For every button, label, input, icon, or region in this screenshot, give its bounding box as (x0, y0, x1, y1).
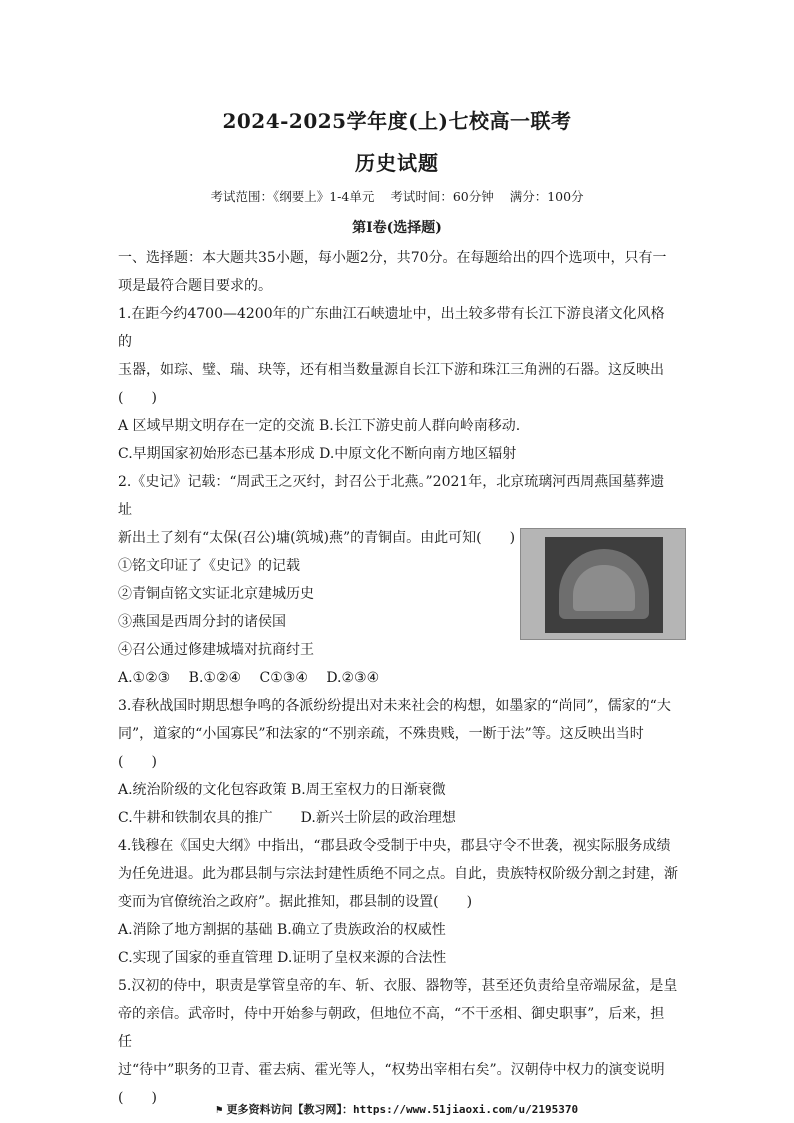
question-option: A.消除了地方割据的基础 B.确立了贵族政治的权威性 (118, 922, 446, 938)
bronze-vessel-photo (520, 528, 686, 640)
question-item: ③燕国是西周分封的诸侯国 (118, 614, 286, 630)
exam-score: 满分：100分 (509, 189, 584, 204)
section-title: 第Ⅰ卷(选择题) (352, 220, 442, 236)
question-option: C.实现了国家的垂直管理 D.证明了皇权来源的合法性 (118, 950, 447, 966)
exam-time: 考试时间：60分钟 (390, 189, 494, 204)
question-option: C.早期国家初始形态已基本形成 D.中原文化不断向南方地区辐射 (118, 446, 517, 462)
flag-icon: ⚑ (215, 1103, 223, 1116)
question-item: ①铭文印证了《史记》的记载 (118, 558, 300, 574)
question-text: 帝的亲信。武帝时，侍中开始参与朝政，但地位不高，“不干丞相、御史职事”，后来，担任 (118, 1006, 665, 1050)
question-option: C.牛耕和铁制农具的推广 D.新兴士阶层的政治理想 (118, 810, 456, 826)
question-option: A.①②③ B.①②④ C①③④ D.②③④ (118, 670, 380, 686)
question-text: 2.《史记》记载：“周武王之灭纣，封召公于北燕。”2021年，北京琉璃河西周燕国墓葬遗址 (118, 474, 665, 518)
question-option: A 区域早期文明存在一定的交流 B.长江下游史前人群向岭南移动. (118, 418, 521, 434)
exam-subject: 历史试题 (355, 151, 439, 175)
question-item: ④召公通过修建城墙对抗商纣王 (118, 642, 314, 658)
question-text: 变而为官僚统治之政府”。据此推知，郡县制的设置( ) (118, 894, 473, 910)
question-text: 玉器，如琮、璧、瑞、玦等，还有相当数量源自长江下游和珠江三角洲的石器。这反映出( ) (118, 362, 664, 406)
exam-title: 2024-2025学年度(上)七校高一联考 (222, 109, 572, 133)
footer-text: 更多资料访问【教习网】：https://www.51jiaoxi.com/u/2195370 (226, 1103, 579, 1116)
question-text: 过“待中”职务的卫青、霍去病、霍光等人，“权势出宰相右矣”。汉朝侍中权力的演变说明( ) (118, 1062, 665, 1106)
exam-info (0, 187, 794, 205)
question-text: 1.在距今约4700—4200年的广东曲江石峡遗址中，出土较多带有长江下游良渚文化风格的 (118, 306, 665, 350)
question-text: 3.春秋战国时期思想争鸣的各派纷纷提出对未来社会的构想，如墨家的“尚同”，儒家的“大 (118, 698, 671, 714)
question-text: 4.钱穆在《国史大纲》中指出，“郡县政令受制于中央，郡县守令不世袭，视实际服务成绩 (118, 838, 671, 854)
instructions-line: 一、选择题：本大题共35小题，每小题2分，共70分。在每题给出的四个选项中，只有一 (118, 250, 667, 266)
question-text: 5.汉初的侍中，职责是掌管皇帝的车、斩、衣服、器物等，甚至还负责给皇帝端尿盆，是皇 (118, 978, 678, 994)
footer-link[interactable] (0, 1101, 794, 1117)
exam-scope: 考试范围：《纲要上》1-4单元 (210, 189, 375, 204)
question-option: A.统治阶级的文化包容政策 B.周王室权力的日渐衰微 (118, 782, 446, 798)
question-5 (118, 972, 678, 1112)
question-item: ②青铜卣铭文实证北京建城历史 (118, 586, 314, 602)
question-list (118, 244, 678, 1112)
question-2 (118, 468, 678, 692)
question-text: 为任免进退。此为郡县制与宗法封建性质绝不同之点。自此，贵族特权阶级分割之封建，渐 (118, 866, 678, 882)
question-1 (118, 300, 678, 468)
question-text: 同”，道家的“小国寡民”和法家的“不别亲疏，不殊贵贱，一断于法”等。这反映出当时( ) (118, 726, 644, 770)
question-4 (118, 832, 678, 972)
question-text: 新出土了刻有“太保(召公)墉(筑城)燕”的青铜卣。由此可知( ) (118, 530, 516, 546)
question-3 (118, 692, 678, 832)
instructions-line: 项是最符合题目要求的。 (118, 278, 272, 294)
